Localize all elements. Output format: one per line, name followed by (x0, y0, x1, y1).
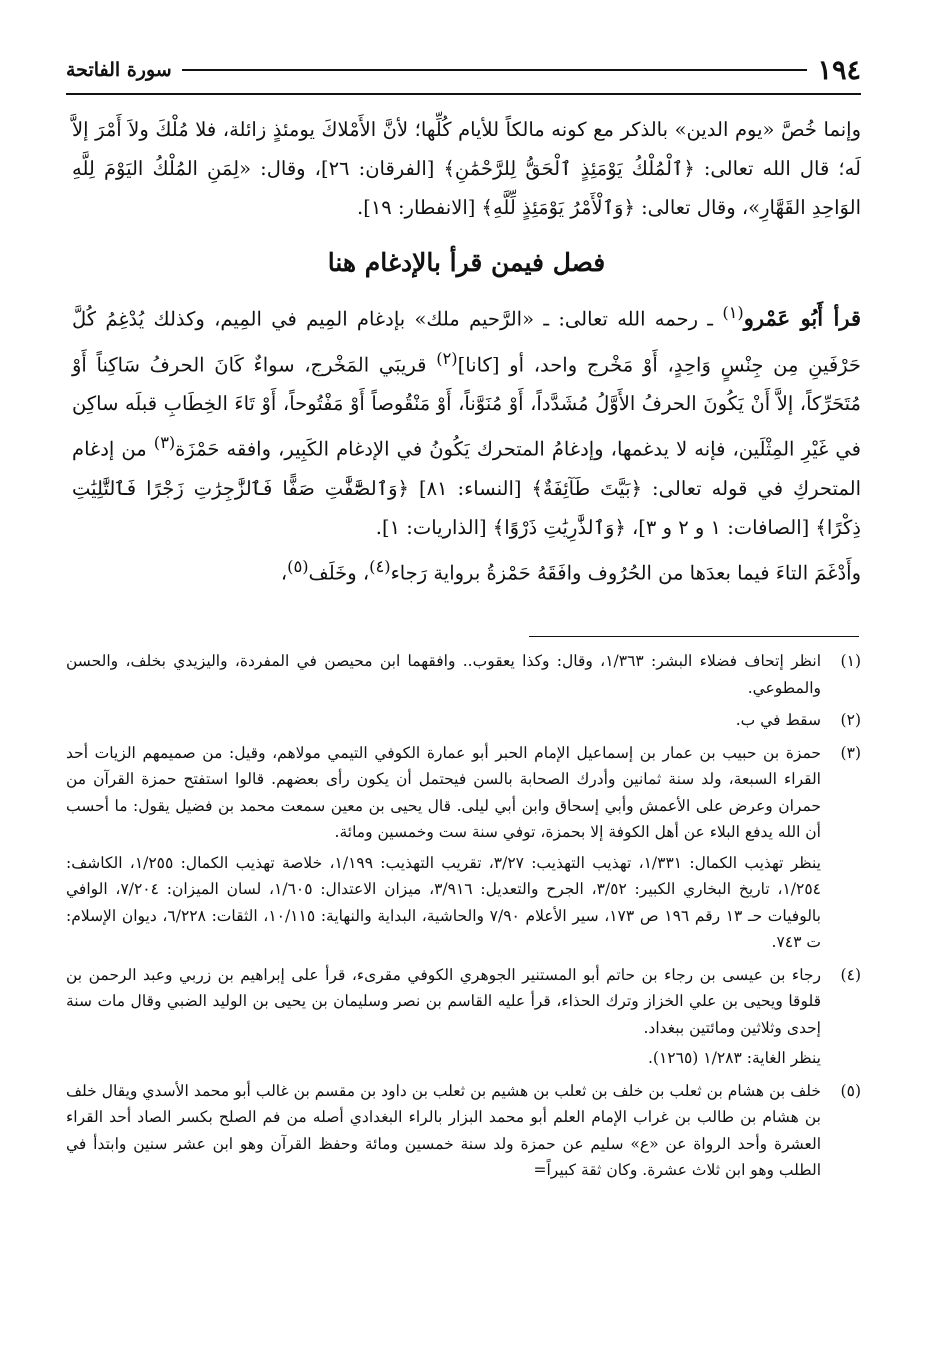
running-title: سورة الفاتحة (66, 59, 172, 81)
paragraph-3-text-a: وأَدْغَمَ التاءَ فيما بعدَها من الحُرُوف وافَقَهُ حَمْزةُ برواية رَجاء (390, 561, 861, 584)
footnote-number: (١) (840, 652, 861, 670)
footnote-ref-5: (٥) (287, 556, 309, 576)
paragraph-2-text-a: ـ رحمه الله تعالى: ـ «الرَّحيم ملك» بإدغام المِيم في المِيم، وكذلك يُدْغِمُ كُلَّ حَرْفَينِ مِن جِنْسٍ وَاحِدٍ، أَوْ مَخْرج واحد، أو [كانا] (72, 307, 861, 376)
footnote-text: خلف بن هشام بن ثعلب بن خلف بن ثعلب بن هشيم بن ثعلب بن داود بن مقسم بن غالب أبو محمد الأسدي ويقال خلف بن هشام بن طالب بن غراب الإمام العلم أبو محمد البزار بالراء البغدادي أصله من فم الصلح بكسر الصاد أحد القراء العشرة وأحد الرواة عن «ع» سليم عن حمزة ولد سنة خمسين ومائة وحفظ القرآن وهو ابن عشر سنين وابتدأ في الطلب وهو ابن ثلاث عشرة. وكان ثقة كبيراً= (66, 1081, 821, 1179)
footnote-ref-3: (٣) (153, 433, 176, 452)
footnote-body (66, 1078, 821, 1184)
footnote-body (66, 962, 821, 1072)
footnote-body (66, 648, 821, 701)
page-number: ١٩٤ (817, 54, 861, 86)
paragraph-3 (72, 547, 861, 593)
paragraph-2-text-b: قريبَي المَخْرج، سواءٌ كَانَ الحرفُ سَاكِناً أَوْ مُتَحَرِّكاً، إلاَّ أَنْ يَكُونَ الحرفُ الأَوَّلُ مُشَدَّداً، أَوْ مُنَوَّناً، أَوْ مَنْقُوصاً أَوْ مَفْتُوحاً، أَوْ تَاءَ الخِطَابِ قبلَه ساكِن في غَيْرِ المِثْلَين، فإنه لا يدغمها، وإدغامُ المتحرك يَكُونُ في الإدغام الكَبِير، وافقه حَمْزَة (72, 353, 862, 461)
footnote-text: حمزة بن حبيب بن عمار بن إسماعيل الإمام الحبر أبو عمارة الكوفي التيمي مولاهم، وقيل: من صميمهم الزيات أحد القراء السبعة، ولد سنة ثمانين وأدرك الصحابة بالسن فيحتمل أن يكون رأى بعضهم. قالوا استفتح حمزة القرآن من حمران وعرض على الأعمش وأبي إسحاق وابن أبي ليلى. قال يحيى بن معين سمعت محمد بن فضيل يقول: ما أحسب أن الله يدفع البلاء عن أهل الكوفة إلا بحمزة، توفي سنة ست وخمسين ومائة. (66, 743, 821, 841)
footnote-text: ينظر الغاية: ١/٢٨٣ (١٢٦٥). (647, 1049, 821, 1067)
footnote-number: (٣) (840, 743, 861, 762)
header-divider (66, 93, 861, 95)
paragraph-1: وإنما خُصَّ «يوم الدين» بالذكر مع كونه مالكاً للأيام كُلِّها؛ لأنَّ الأَمْلاكَ يومئذٍ زائلة، فلا مُلْكَ ولاَ أَمْرَ إلاَّ لَه؛ قال الله تعالى: ﴿ٱلْمُلْكُ يَوْمَئِذٍ ٱلْحَقُّ لِلرَّحْمَٰنِ﴾ [الفرقان: ٢٦]، وقال: «لِمَنِ المُلْكُ اليَوْمَ لِلَّهِ الوَاحِدِ القَهَّارِ»، وقال تعالى: ﴿وَٱلْأَمْرُ يَوْمَئِذٍ لِّلَّهِ﴾ [الانفطار: ١٩]. (72, 118, 861, 219)
footnote-separator (529, 636, 859, 637)
footnote-ref-1: (١) (722, 303, 744, 322)
footnote-text: ينظر تهذيب الكمال: ١/٣٣١، تهذيب التهذيب: ٣/٢٧، تقريب التهذيب: ١/١٩٩، خلاصة تهذيب الكمال: ١/٢٥٥، الكاشف: ١/٢٥٤، تاريخ البخاري الكبير: ٣/٥٢، الجرح والتعديل: ٣/٩١٦، ميزان الاعتدال: ١/٦٠٥، لسان الميزان: ٧/٢٠٤، الوافي بالوفيات حـ ١٣ رقم ١٩٦ ص ١٧٣، سير الأعلام ٧/٩٠ والحاشية، البداية والنهاية: ١٠/١١٥، الثقات: ٦/٢٢٨، ديوان الإسلام: ت ٧٤٣. (66, 853, 821, 951)
footnote-body (66, 740, 821, 956)
footnote-ref-2: (٢) (436, 348, 458, 368)
footnote (66, 707, 861, 734)
footnotes (66, 648, 861, 1190)
footnote (66, 962, 861, 1072)
footnote-text: سقط في ب. (735, 711, 821, 729)
paragraph-3-text-c: ، (280, 561, 288, 584)
footnote-number: (٢) (840, 711, 861, 729)
footnote (66, 1078, 861, 1184)
header-rule (182, 69, 808, 71)
footnote (66, 648, 861, 701)
section-heading: فصل فيمن قرأ بالإدغام هنا (327, 248, 606, 277)
paragraph-3-text-b: ، وخَلَف (308, 561, 370, 584)
footnote-ref-4: (٤) (369, 556, 391, 576)
footnote-text: رجاء بن عيسى بن رجاء بن حاتم أبو المستنير الجوهري الكوفي مقرىء، قرأ على إبراهيم بن زربي وعبد الرحمن بن قلوقا ويحيى بن علي الخزاز وترك الحذاء، قرأ عليه القاسم بن نصر وسليمان بن يحيى بن الوليد الضبي وقال مات سنة إحدى وثلاثين ومائتين ببغداد. (66, 965, 821, 1037)
footnote-text: انظر إتحاف فضلاء البشر: ١/٣٦٣، وقال: وكذا يعقوب.. وافقهما ابن محيصن في المفردة، واليزيدي بخلف، والحسن والمطوعي. (66, 652, 821, 697)
footnote-body (66, 707, 821, 734)
footnote-number: (٤) (840, 965, 861, 984)
footnote-number: (٥) (840, 1081, 861, 1100)
page-header (66, 52, 861, 88)
paragraph-2 (72, 293, 861, 547)
reader-name: قرأ أَبُو عَمْرو (743, 305, 861, 331)
paragraph-2-text-c: من إدغام المتحركِ في قوله تعالى: ﴿بَيَّتَ طَآئِفَةٌ﴾ [النساء: ٨١] ﴿وَٱلصَّٰٓفَّٰتِ صَفًّا فَٱلزَّٰجِرَٰتِ زَجْرًا فَٱلتَّٰلِيَٰتِ ذِكْرًا﴾ [الصافات: ١ و ٢ و ٣]، ﴿وَٱلذَّٰرِيَٰتِ ذَرْوًا﴾ [الذاريات: ١]. (72, 437, 861, 539)
footnote (66, 740, 861, 956)
main-text (72, 110, 861, 592)
